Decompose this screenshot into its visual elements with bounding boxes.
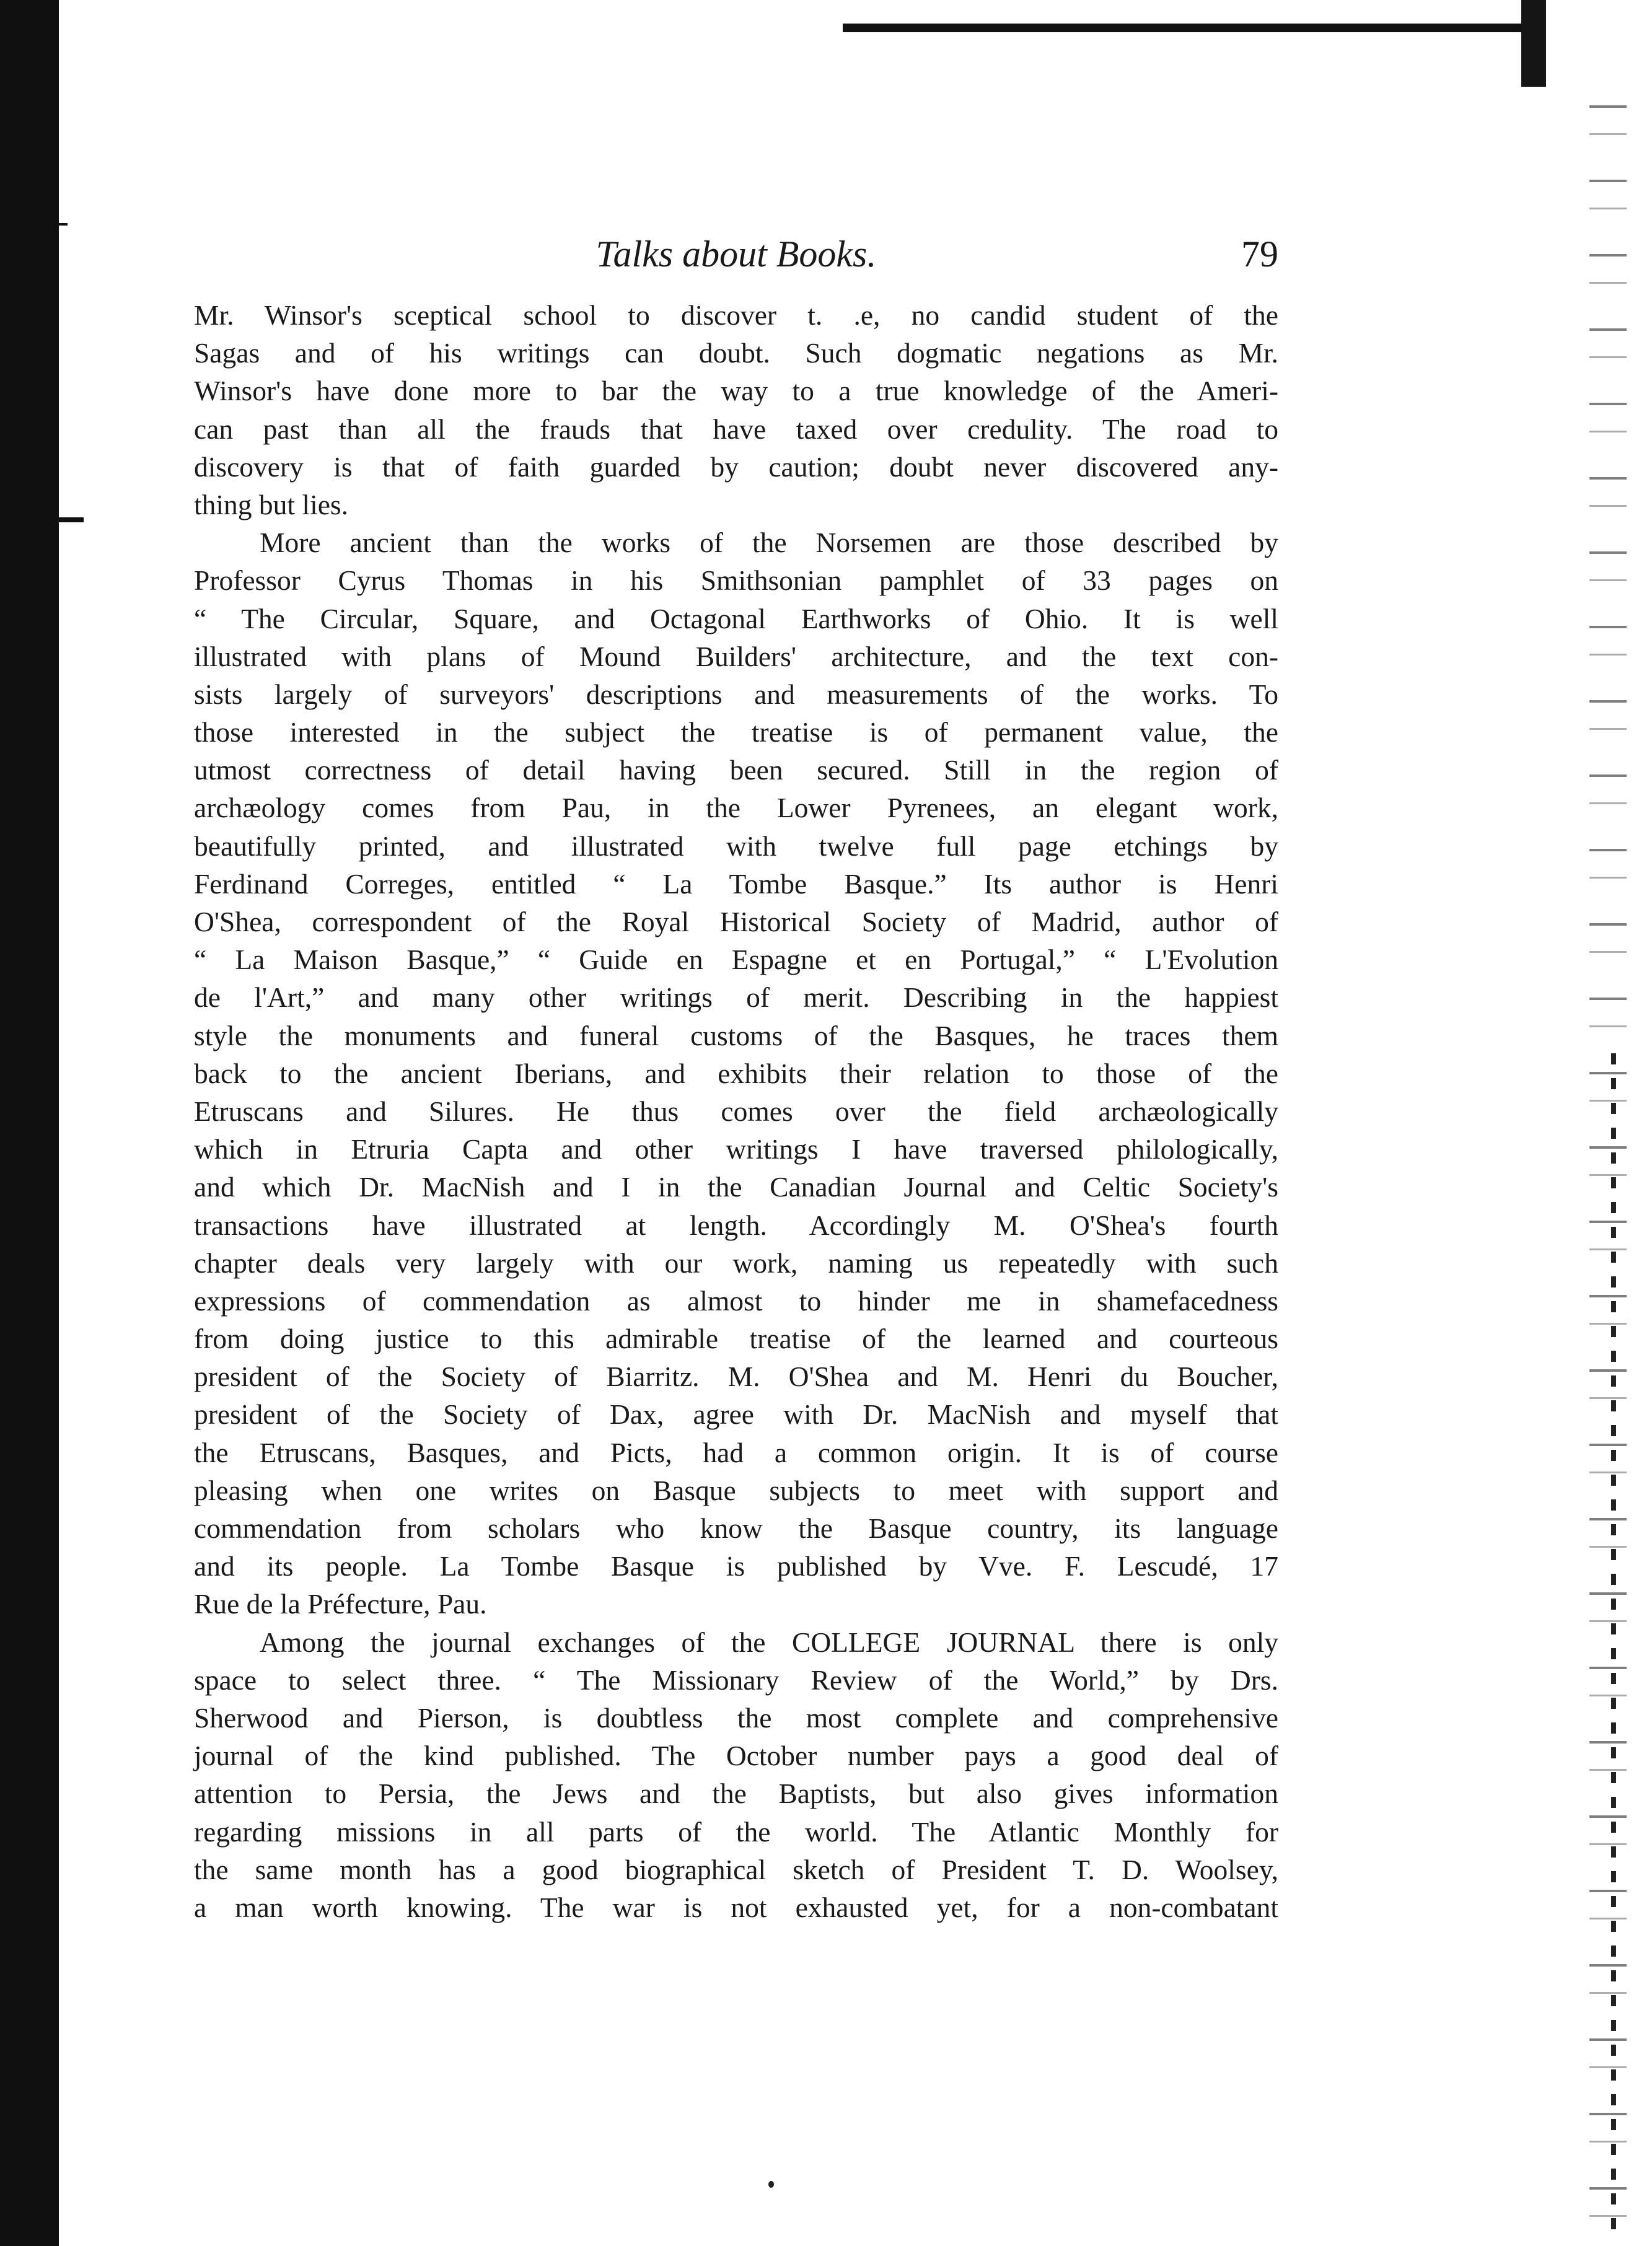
page-number: 79: [1241, 234, 1278, 274]
text-line: transactions have illustrated at length. Accordingly M. O'Shea's fourth: [194, 1209, 1278, 1241]
text-line: “ The Circular, Square, and Octagonal Earthworks of Ohio. It is well: [194, 602, 1278, 634]
text-line: Rue de la Préfecture, Pau.: [194, 1588, 487, 1620]
text-line: journal of the kind published. The October number pays a good deal of: [194, 1740, 1278, 1772]
text-line: president of the Society of Dax, agree with Dr. MacNish and myself that: [194, 1398, 1278, 1431]
text-line: which in Etruria Capta and other writings I have traversed philologically,: [194, 1133, 1278, 1165]
scan-left-margin: [0, 0, 59, 2246]
text-line: style the monuments and funeral customs of the Basques, he traces them: [194, 1019, 1278, 1051]
text-line: Ferdinand Correges, entitled “ La Tombe Basque.” Its author is Henri: [194, 867, 1278, 900]
text-line: Professor Cyrus Thomas in his Smithsonian pamphlet of 33 pages on: [194, 564, 1278, 597]
text-line: Sherwood and Pierson, is doubtless the most complete and comprehensive: [194, 1701, 1278, 1734]
running-header: [194, 229, 1278, 279]
text-line: commendation from scholars who know the Basque country, its language: [194, 1512, 1278, 1544]
scan-right-edge-dash: [1611, 1053, 1616, 2231]
text-line: and its people. La Tombe Basque is published by Vve. F. Lescudé, 17: [194, 1550, 1278, 1582]
text-line: sists largely of surveyors' descriptions and measurements of the works. To: [194, 678, 1278, 710]
text-line: a man worth knowing. The war is not exhausted yet, for a non-combatant: [194, 1891, 1278, 1923]
text-line: Sagas and of his writings can doubt. Such dogmatic negations as Mr.: [194, 337, 1278, 369]
running-title: Talks about Books.: [595, 234, 877, 274]
text-line: Winsor's have done more to bar the way to a true knowledge of the Ameri-: [194, 375, 1278, 407]
text-line: discovery is that of faith guarded by caution; doubt never discovered any-: [194, 450, 1278, 483]
text-line: beautifully printed, and illustrated with twelve full page etchings by: [194, 830, 1278, 862]
text-line: space to select three. “ The Missionary Review of the World,” by Drs.: [194, 1664, 1278, 1696]
text-line: expressions of commendation as almost to hinder me in shamefacedness: [194, 1284, 1278, 1317]
text-line: and which Dr. MacNish and I in the Canadian Journal and Celtic Society's: [194, 1171, 1278, 1203]
text-line: More ancient than the works of the Norsemen are those described by: [260, 527, 1278, 559]
text-line: from doing justice to this admirable treatise of the learned and courteous: [194, 1323, 1278, 1355]
text-line: “ La Maison Basque,” “ Guide en Espagne et en Portugal,” “ L'Evolution: [194, 944, 1278, 976]
text-line: thing but lies.: [194, 488, 348, 520]
text-line: president of the Society of Biarritz. M. O'Shea and M. Henri du Boucher,: [194, 1361, 1278, 1393]
body-text: [194, 296, 1278, 1926]
ink-dot: [768, 2181, 774, 2188]
text-line: can past than all the frauds that have taxed over credulity. The road to: [194, 413, 1278, 445]
text-line: the same month has a good biographical sketch of President T. D. Woolsey,: [194, 1853, 1278, 1885]
text-line: Mr. Winsor's sceptical school to discover t. .e, no candid student of the: [194, 299, 1278, 331]
text-line: back to the ancient Iberians, and exhibits their relation to those of the: [194, 1057, 1278, 1089]
text-line: those interested in the subject the treatise is of permanent value, the: [194, 716, 1278, 748]
text-line: attention to Persia, the Jews and the Baptists, but also gives information: [194, 1778, 1278, 1810]
text-line: illustrated with plans of Mound Builders' architecture, and the text con-: [194, 640, 1278, 672]
text-line: chapter deals very largely with our work, naming us repeatedly with such: [194, 1247, 1278, 1279]
scan-mark: [59, 517, 84, 522]
text-line: de l'Art,” and many other writings of merit. Describing in the happiest: [194, 981, 1278, 1014]
text-line: Among the journal exchanges of the COLLEGE JOURNAL there is only: [260, 1626, 1278, 1658]
text-line: O'Shea, correspondent of the Royal Historical Society of Madrid, author of: [194, 906, 1278, 937]
scan-mark: [59, 223, 68, 226]
text-line: regarding missions in all parts of the world. The Atlantic Monthly for: [194, 1815, 1278, 1848]
text-line: utmost correctness of detail having been secured. Still in the region of: [194, 754, 1278, 786]
text-line: the Etruscans, Basques, and Picts, had a common origin. It is of course: [194, 1436, 1278, 1468]
scan-blot: [1521, 0, 1546, 87]
scan-right-edge: [1589, 87, 1627, 2243]
text-line: pleasing when one writes on Basque subjects to meet with support and: [194, 1474, 1278, 1506]
top-rule: [843, 24, 1531, 32]
text-line: Etruscans and Silures. He thus comes over the field archæologically: [194, 1095, 1278, 1127]
text-line: archæology comes from Pau, in the Lower Pyrenees, an elegant work,: [194, 792, 1278, 824]
